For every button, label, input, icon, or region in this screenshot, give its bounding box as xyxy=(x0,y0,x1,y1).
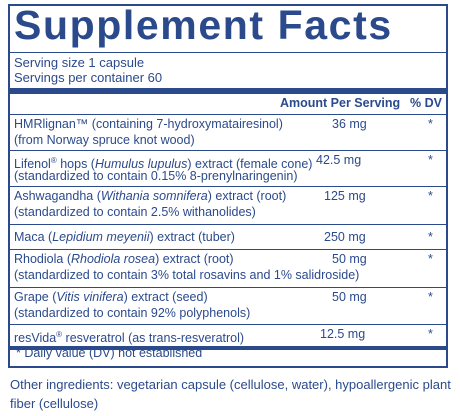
amount: 36 mg xyxy=(332,117,367,131)
ingredient-name: Grape (Vitis vinifera) extract (seed) xyxy=(14,290,208,304)
dv-value: * xyxy=(428,290,433,304)
row-divider xyxy=(10,224,446,225)
dv-value: * xyxy=(428,153,433,167)
other-ingredients: Other ingredients: vegetarian capsule (cellulose, water), hypoallergenic plant fiber (cellulose) xyxy=(10,377,451,411)
dv-value: * xyxy=(428,189,433,203)
amount: 50 mg xyxy=(332,252,367,266)
header-thick-rule xyxy=(10,88,446,94)
amount-header: Amount Per Serving xyxy=(280,96,401,110)
ingredient-source: (from Norway spruce knot wood) xyxy=(14,133,195,147)
dv-value: * xyxy=(428,327,433,341)
supplement-facts-panel xyxy=(8,4,448,368)
row-divider xyxy=(10,186,446,187)
ingredient-standardization: (standardized to contain 0.15% 8-prenylnaringenin) xyxy=(14,169,298,183)
ingredient-name: Lifenol® hops (Humulus lupulus) extract (female cone) xyxy=(14,156,313,172)
dv-value: * xyxy=(428,117,433,131)
dv-footnote: * Daily value (DV) not established xyxy=(16,346,203,360)
ingredient-name: Rhodiola (Rhodiola rosea) extract (root) xyxy=(14,252,234,266)
panel-title: Supplement Facts xyxy=(14,2,393,48)
dv-header: % DV xyxy=(410,96,442,110)
row-divider xyxy=(10,249,446,250)
amount: 42.5 mg xyxy=(316,153,362,167)
amount: 50 mg xyxy=(332,290,367,304)
serving-size: Serving size 1 capsule xyxy=(14,55,145,70)
ingredient-standardization: (standardized to contain 92% polyphenols) xyxy=(14,306,251,320)
ingredient-name: resVida® resveratrol (as trans-resveratrol) xyxy=(14,330,245,346)
dv-value: * xyxy=(428,252,433,266)
ingredient-standardization: (standardized to contain 3% total rosavins and 1% salidroside) xyxy=(14,268,360,282)
dv-value: * xyxy=(428,230,433,244)
amount: 250 mg xyxy=(324,230,366,244)
row-divider xyxy=(10,150,446,151)
ingredient-name: HMRlignan™ (containing 7-hydroxymatairesinol) xyxy=(14,117,283,131)
title-divider xyxy=(10,52,446,53)
servings-per-container: Servings per container 60 xyxy=(14,70,163,85)
ingredient-name: Maca (Lepidium meyenii) extract (tuber) xyxy=(14,230,235,244)
amount: 125 mg xyxy=(324,189,366,203)
ingredient-name: Ashwagandha (Withania somnifera) extract (root) xyxy=(14,189,287,203)
ingredient-standardization: (standardized to contain 2.5% withanolides) xyxy=(14,205,256,219)
header-rule xyxy=(10,114,446,115)
row-divider xyxy=(10,324,446,325)
row-divider xyxy=(10,287,446,288)
amount: 12.5 mg xyxy=(320,327,366,341)
